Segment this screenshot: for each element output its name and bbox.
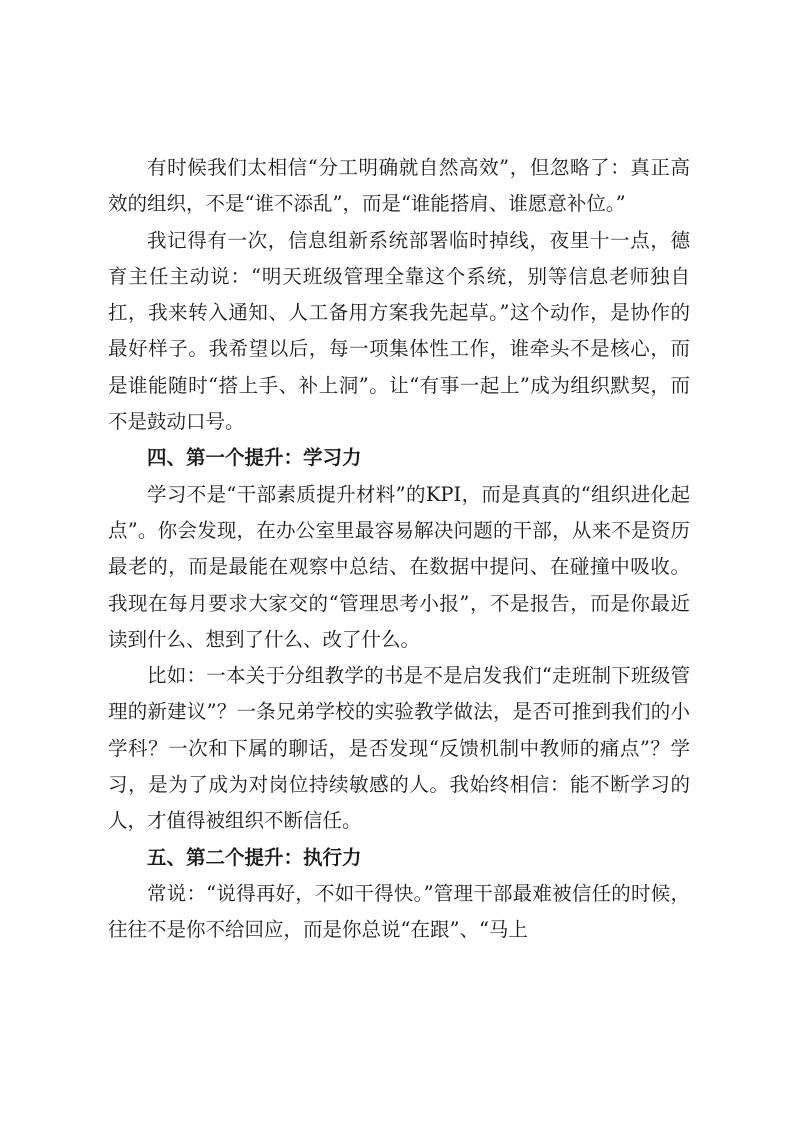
document-body — [108, 150, 690, 949]
paragraph-2: 我记得有一次，信息组新系统部署临时掉线，夜里十一点，德育主任主动说：“明天班级管理全靠这个系统，别等信息老师独自扛，我来转入通知、人工备用方案我先起草。”这个动作，是协作的最好样子。我希望以后，每一项集体性工作，谁牵头不是核心，而是谁能随时“搭上手、补上洞”。让“有事一起上”成为组织默契，而不是鼓动口号。 — [108, 228, 690, 434]
paragraph-5: 常说：“说得再好，不如干得快。”管理干部最难被信任的时候，往往不是你不给回应，而是你总说“在跟”、“马上 — [108, 881, 690, 942]
paragraph-3: 学习不是“干部素质提升材料”的KPI，而是真真的“组织进化起点”。你会发现，在办公室里最容易解决问题的干部，从来不是资历最老的，而是最能在观察中总结、在数据中提问、在碰撞中吸收。我现在每月要求大家交的“管理思考小报”，不是报告，而是你最近读到什么、想到了什么、改了什么。 — [108, 482, 690, 651]
paragraph-4: 比如：一本关于分组教学的书是不是启发我们“走班制下班级管理的新建议”？一条兄弟学校的实验教学做法，是否可推到我们的小学科？一次和下属的聊话，是否发现“反馈机制中教师的痛点”？学习，是为了成为对岗位持续敏感的人。我始终相信：能不断学习的人，才值得被组织不断信任。 — [108, 664, 690, 833]
paragraph-1: 有时候我们太相信“分工明确就自然高效”，但忽略了：真正高效的组织，不是“谁不添乱”，而是“谁能搭肩、谁愿意补位。” — [108, 156, 690, 216]
section-heading-5: 五、第二个提升：执行力 — [147, 845, 362, 869]
section-heading-4: 四、第一个提升：学习力 — [147, 446, 362, 470]
